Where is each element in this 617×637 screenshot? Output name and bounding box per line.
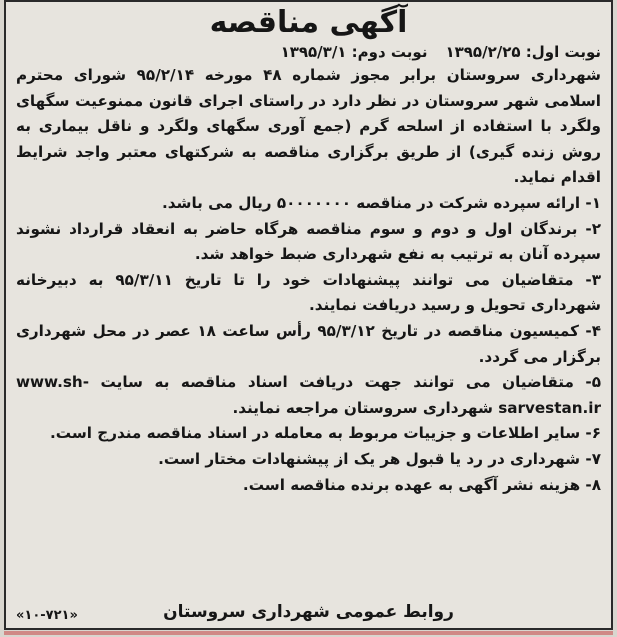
- bottom-divider: [4, 631, 613, 635]
- item-8: ۸- هزینه نشر آگهی به عهده برنده مناقصه است.: [242, 475, 601, 494]
- notice-body: [6, 63, 611, 498]
- item-5: ۵- متقاضیان می توانند جهت دریافت اسناد مناقصه به سایت www.sh-sarvestan.ir شهرداری سروستان مراجعه نمایند.: [16, 373, 601, 417]
- notice-clipping: [4, 0, 613, 630]
- item-2: ۲- برندگان اول و دوم و سوم مناقصه هرگاه حاضر به انعقاد قرارداد نشوند سپرده آنان به ترتیب به نفع شهرداری ضبط خواهد شد.: [16, 219, 601, 264]
- first-issue-date: نوبت اول: ۱۳۹۵/۲/۲۵: [445, 43, 601, 61]
- signature-row: [6, 599, 611, 625]
- item-7: ۷- شهرداری در رد یا قبول هر یک از پیشنهادات مختار است.: [158, 449, 601, 468]
- item-3: ۳- متقاضیان می توانند پیشنهادات خود را تا تاریخ ۹۵/۳/۱۱ به دبیرخانه شهرداری تحویل و رسید دریافت نمایند.: [16, 270, 601, 315]
- notice-title: آگهی مناقصه: [209, 5, 408, 40]
- item-4: ۴- کمیسیون مناقصه در تاریخ ۹۵/۳/۱۲ رأس ساعت ۱۸ عصر در محل شهرداری برگزار می گردد.: [16, 321, 602, 366]
- intro-paragraph: شهرداری سروستان برابر مجوز شماره ۴۸ مورخه ۹۵/۲/۱۴ شورای محترم اسلامی شهر سروستان در نظر دارد در راستای اجرای قانون ممنوعیت سگهای ولگرد با استفاده از اسلحه گرم (جمع آوری سگهای ولگرد و ناقل بیماری به روش زنده گیری) از طریق برگزاری مناقصه به شرکتهای معتبر واجد شرایط اقدام نماید.: [16, 66, 601, 187]
- ad-code: «۱۰-۷۲۱»: [16, 608, 78, 623]
- item-1: ۱- ارائه سپرده شرکت در مناقصه ۵۰۰۰۰۰۰۰ ریال می باشد.: [162, 193, 601, 212]
- item-6: ۶- سایر اطلاعات و جزییات مربوط به معامله در اسناد مناقصه مندرج است.: [49, 424, 601, 443]
- signature: روابط عمومی شهرداری سروستان: [163, 602, 454, 622]
- issue-dates: [6, 41, 611, 63]
- second-issue-date: نوبت دوم: ۱۳۹۵/۳/۱: [280, 43, 428, 61]
